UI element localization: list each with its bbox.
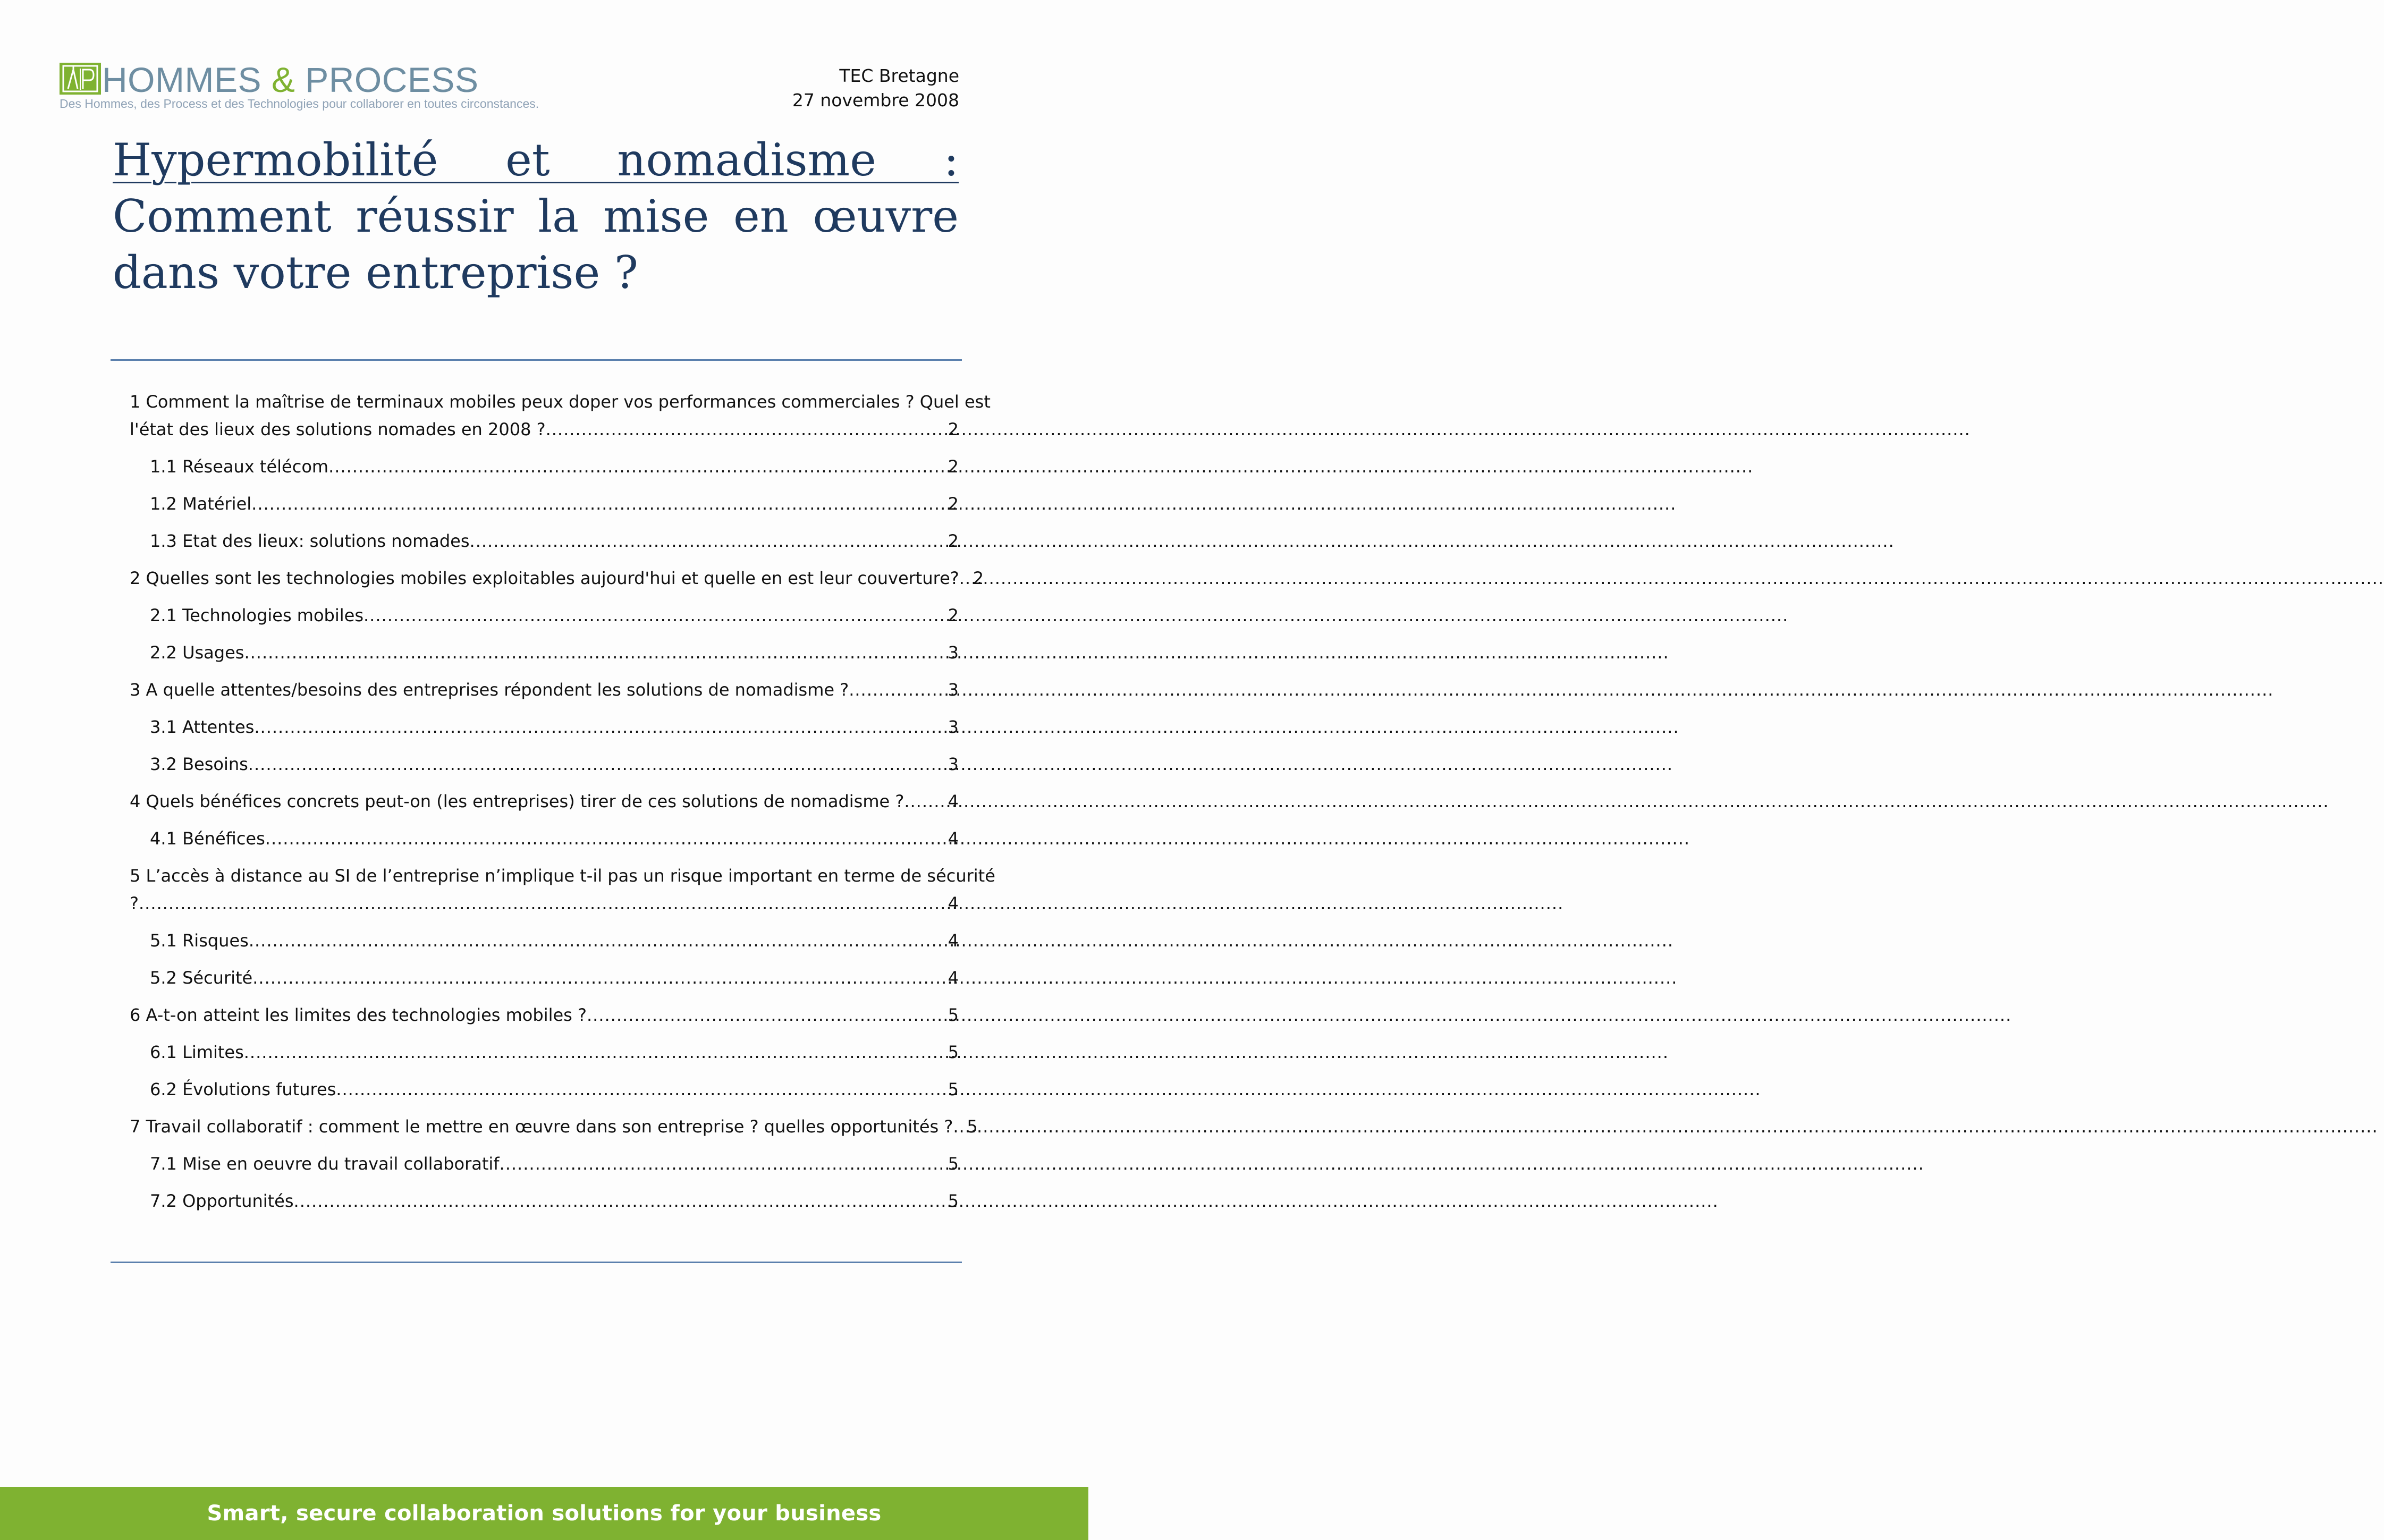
toc-leader-dots [953, 1113, 963, 1140]
bottom-divider [111, 1262, 962, 1263]
toc-entry-text: 1.3 Etat des lieux: solutions nomades [150, 531, 470, 551]
toc-leader-dots [363, 602, 945, 629]
toc-entry-text: 6 A-t-on atteint les limites des technologies mobiles ? [130, 1005, 587, 1025]
toc-entry-5[interactable] [130, 862, 995, 917]
toc-page-number: 4 [948, 791, 959, 811]
toc-entry-text: 7.2 Opportunités [150, 1191, 294, 1211]
toc-entry-3-2[interactable] [130, 750, 959, 778]
toc-leader-dots [849, 676, 944, 704]
toc-entry-1[interactable] [130, 388, 991, 443]
toc-entry-1-1[interactable] [130, 453, 959, 480]
toc-leader-dots [249, 927, 945, 954]
toc-page-number: 3 [948, 680, 959, 700]
toc-entry-7[interactable] [130, 1113, 978, 1140]
logo-mark-icon [60, 63, 101, 95]
toc-entry-text: 2.1 Technologies mobiles [150, 605, 363, 625]
toc-entry-2[interactable] [130, 564, 984, 592]
toc-entry-2-1[interactable] [130, 602, 959, 629]
toc-entry-text: 6.2 Évolutions futures [150, 1079, 336, 1099]
toc-page-number: 4 [948, 893, 959, 913]
toc-page-number: 4 [948, 828, 959, 849]
logo-word-process: PROCESS [305, 60, 479, 99]
toc-entry-text: 6.1 Limites [150, 1042, 244, 1062]
document-date: 27 novembre 2008 [792, 90, 959, 111]
toc-leader-dots [244, 639, 944, 666]
organization-name: TEC Bretagne [839, 65, 959, 86]
toc-entry-text: 5.1 Risques [150, 930, 249, 951]
toc-entry-text: 3.2 Besoins [150, 754, 248, 774]
toc-entry-6-1[interactable] [130, 1038, 959, 1066]
toc-leader-dots [336, 1076, 944, 1103]
toc-page-number: 5 [948, 1079, 959, 1099]
logo-glyph-icon [62, 64, 99, 93]
toc-entry-4-1[interactable] [130, 825, 959, 852]
toc-entry-text: ? [130, 893, 139, 913]
toc-leader-dots [248, 750, 945, 778]
toc-leader-dots [587, 1001, 945, 1029]
toc-leader-dots [254, 713, 944, 741]
toc-page-number: 2 [948, 456, 959, 477]
toc-page-number: 2 [948, 531, 959, 551]
logo-ampersand: & [271, 60, 295, 99]
toc-entry-7-2[interactable] [130, 1187, 959, 1215]
toc-entry-text: 1.1 Réseaux télécom [150, 456, 329, 477]
toc-leader-dots [959, 564, 970, 592]
toc-entry-6-2[interactable] [130, 1076, 959, 1103]
toc-leader-dots [252, 964, 944, 992]
logo-wordmark [102, 60, 478, 100]
toc-entry-text: 1.2 Matériel [150, 494, 252, 514]
title-underlined-part: Hypermobilité et nomadisme : [113, 134, 959, 186]
toc-leader-dots [546, 416, 945, 443]
toc-entry-1-2[interactable] [130, 490, 959, 518]
toc-entry-text: 2.2 Usages [150, 642, 244, 663]
footer-banner [0, 1487, 1088, 1540]
toc-leader-dots [294, 1187, 945, 1215]
toc-leader-dots [251, 490, 945, 518]
toc-entry-text: 3.1 Attentes [150, 717, 255, 737]
toc-leader-dots [470, 527, 945, 555]
toc-entry-text: 2 Quelles sont les technologies mobiles exploitables aujourd'hui et quelle en est leur couverture? [130, 568, 959, 588]
toc-entry-1-3[interactable] [130, 527, 959, 555]
header-meta [792, 64, 959, 113]
toc-page-number: 2 [948, 419, 959, 439]
toc-leader-dots [244, 1038, 945, 1066]
toc-entry-text: 7 Travail collaboratif : comment le mettre en œuvre dans son entreprise ? quelles opportunités ? [130, 1116, 953, 1137]
toc-entry-text: 4.1 Bénéfices [150, 828, 265, 849]
toc-page-number: 4 [948, 930, 959, 951]
company-logo [60, 60, 548, 113]
table-of-contents [130, 388, 995, 1224]
toc-page-number: 5 [948, 1042, 959, 1062]
toc-entry-text: 4 Quels bénéfices concrets peut-on (les entreprises) tirer de ces solutions de nomadisme ? [130, 791, 904, 811]
toc-page-number: 3 [948, 717, 959, 737]
toc-page-number: 2 [973, 568, 984, 588]
toc-entry-text-line1: 1 Comment la maîtrise de terminaux mobiles peux doper vos performances commerciales ? Quel est [130, 392, 991, 412]
toc-page-number: 5 [948, 1005, 959, 1025]
toc-page-number: 2 [948, 494, 959, 514]
toc-entry-7-1[interactable] [130, 1150, 959, 1178]
toc-entry-4[interactable] [130, 788, 959, 815]
toc-page-number: 5 [948, 1154, 959, 1174]
toc-entry-text: l'état des lieux des solutions nomades en 2008 ? [130, 419, 546, 439]
toc-page-number: 5 [948, 1191, 959, 1211]
toc-leader-dots [500, 1150, 945, 1178]
toc-leader-dots [265, 825, 945, 852]
toc-entry-text: 5.2 Sécurité [150, 968, 253, 988]
toc-page-number: 3 [948, 754, 959, 774]
toc-entry-5-1[interactable] [130, 927, 959, 954]
toc-entry-text-line1: 5 L’accès à distance au SI de l’entreprise n’implique t-il pas un risque important en terme de sécurité [130, 866, 995, 886]
logo-tagline: Des Hommes, des Process et des Technologies pour collaborer en toutes circonstances. [60, 97, 539, 111]
toc-leader-dots [328, 453, 945, 480]
toc-entry-5-2[interactable] [130, 964, 959, 992]
toc-page-number: 5 [967, 1116, 978, 1137]
footer-slogan: Smart, secure collaboration solutions for your business [207, 1501, 882, 1526]
toc-entry-text: 7.1 Mise en oeuvre du travail collaboratif [150, 1154, 500, 1174]
title-rest: Comment réussir la mise en œuvre dans votre entreprise ? [113, 190, 959, 299]
toc-leader-dots [904, 788, 944, 815]
toc-entry-text: 3 A quelle attentes/besoins des entreprises répondent les solutions de nomadisme ? [130, 680, 849, 700]
toc-entry-2-2[interactable] [130, 639, 959, 666]
logo-word-hommes: HOMMES [102, 60, 261, 99]
toc-page-number: 4 [948, 968, 959, 988]
toc-entry-3[interactable] [130, 676, 959, 704]
toc-page-number: 2 [948, 605, 959, 625]
toc-leader-dots [139, 890, 945, 917]
toc-entry-6[interactable] [130, 1001, 959, 1029]
document-title [113, 132, 959, 301]
top-divider [111, 359, 962, 361]
toc-entry-3-1[interactable] [130, 713, 959, 741]
toc-page-number: 3 [948, 642, 959, 663]
